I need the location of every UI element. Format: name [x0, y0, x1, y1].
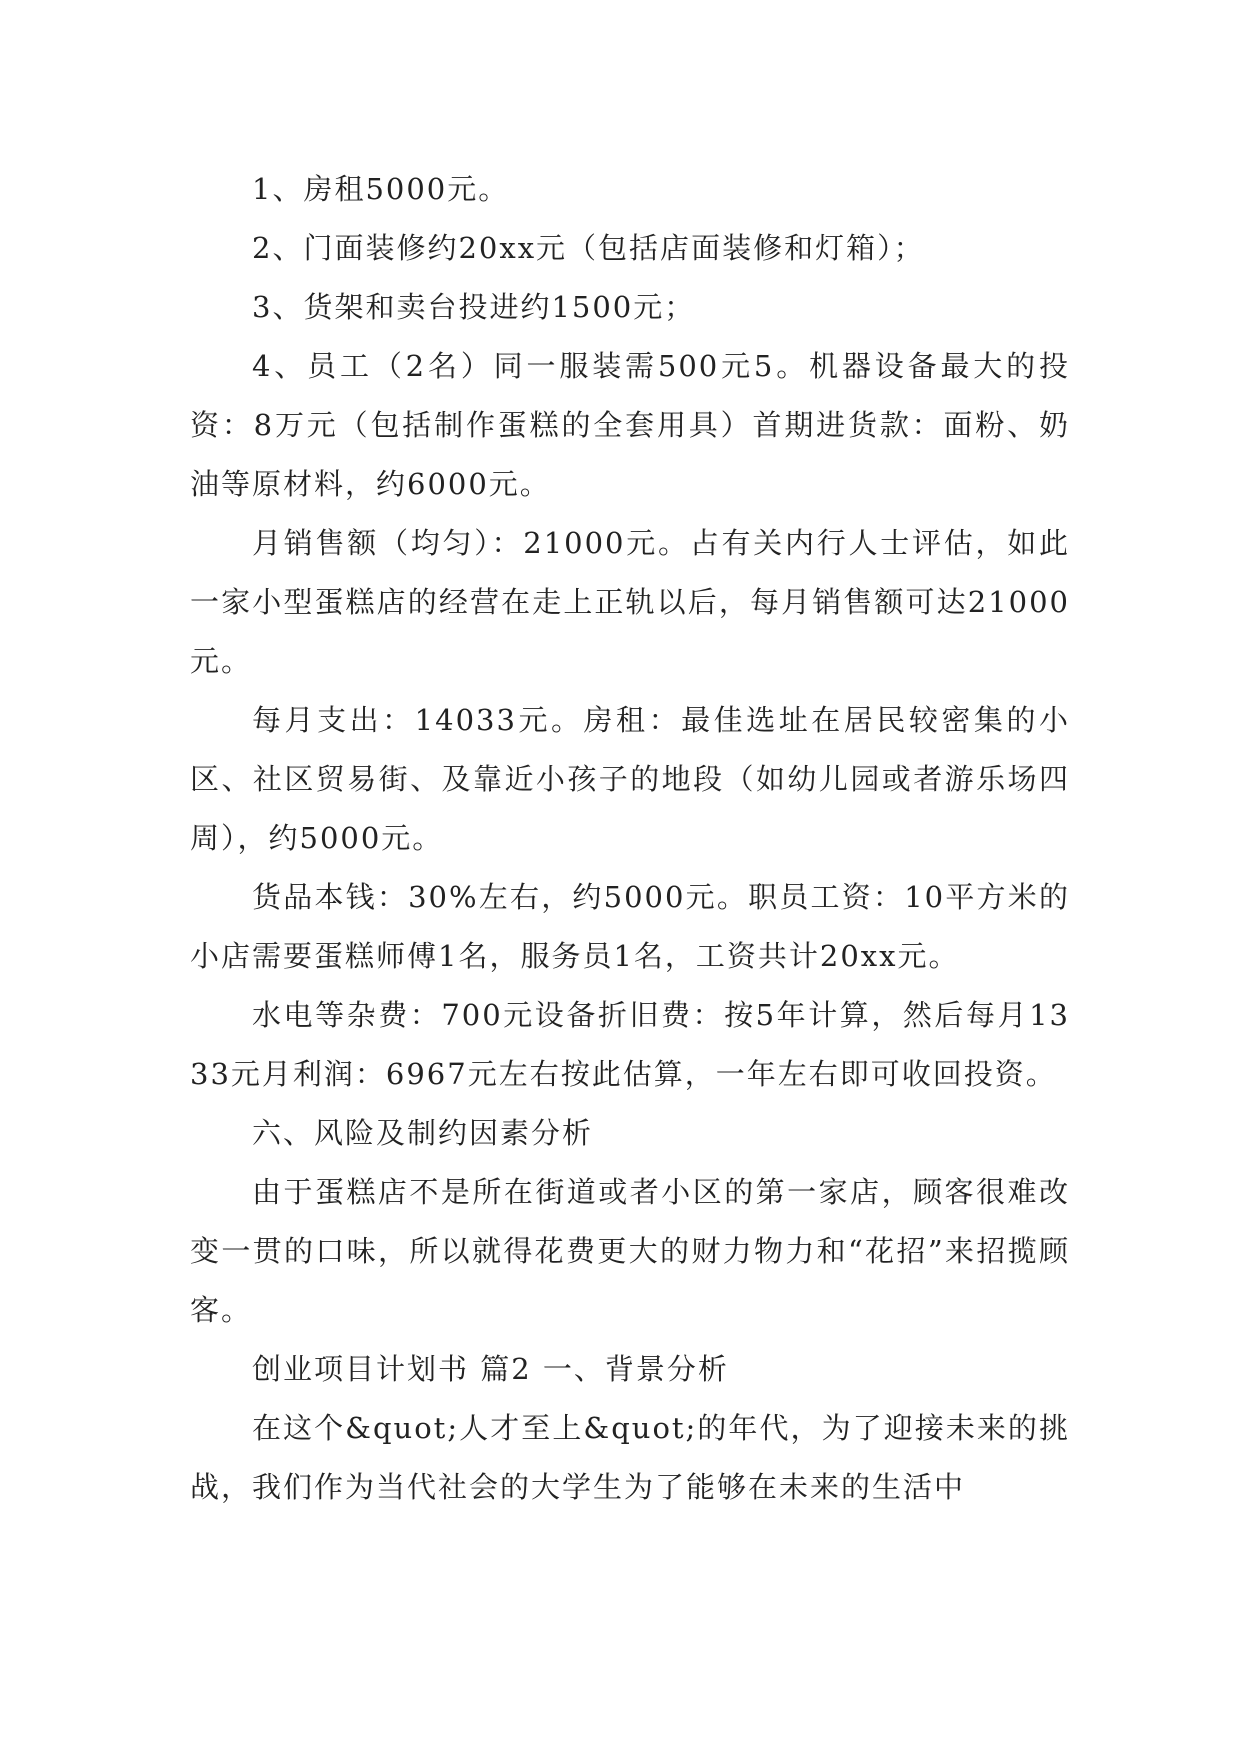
paragraph-risk: 由于蛋糕店不是所在街道或者小区的第一家店，顾客很难改变一贯的口味，所以就得花费更大的财力物力和“花招”来招揽顾客。: [190, 1175, 1070, 1327]
paragraph-background: 在这个&quot;人才至上&quot;的年代，为了迎接未来的挑战，我们作为当代社会的大学生为了能够在未来的生活中: [190, 1411, 1070, 1504]
paragraph-goods-cost: 货品本钱：30%左右，约5000元。职员工资：10平方米的小店需要蛋糕师傅1名，服务员1名，工资共计20xx元。: [190, 880, 1070, 973]
paragraph-renovation: 2、门面装修约20xx元（包括店面装修和灯箱）；: [252, 231, 925, 265]
paragraph-monthly-sales: 月销售额（均匀）：21000元。占有关内行人士评估，如此一家小型蛋糕店的经营在走上正轨以后，每月销售额可达21000元。: [190, 526, 1070, 678]
document-body: [190, 160, 1070, 1517]
section-heading-plan-2: 创业项目计划书 篇2 一、背景分析: [252, 1352, 729, 1386]
paragraph-rent: 1、房租5000元。: [252, 172, 510, 206]
paragraph-staff-equipment: 4、员工（2名）同一服装需500元5。机器设备最大的投资：8万元（包括制作蛋糕的全套用具）首期进货款：面粉、奶油等原材料，约6000元。: [190, 349, 1070, 501]
paragraph-shelves: 3、货架和卖台投进约1500元；: [252, 290, 696, 324]
paragraph-utilities-profit: 水电等杂费：700元设备折旧费：按5年计算，然后每月1333元月利润：6967元左右按此估算，一年左右即可收回投资。: [190, 998, 1070, 1091]
section-heading-risk: 六、风险及制约因素分析: [252, 1116, 594, 1150]
paragraph-monthly-expenses: 每月支出：14033元。房租：最佳选址在居民较密集的小区、社区贸易街、及靠近小孩子的地段（如幼儿园或者游乐场四周），约5000元。: [190, 703, 1070, 855]
